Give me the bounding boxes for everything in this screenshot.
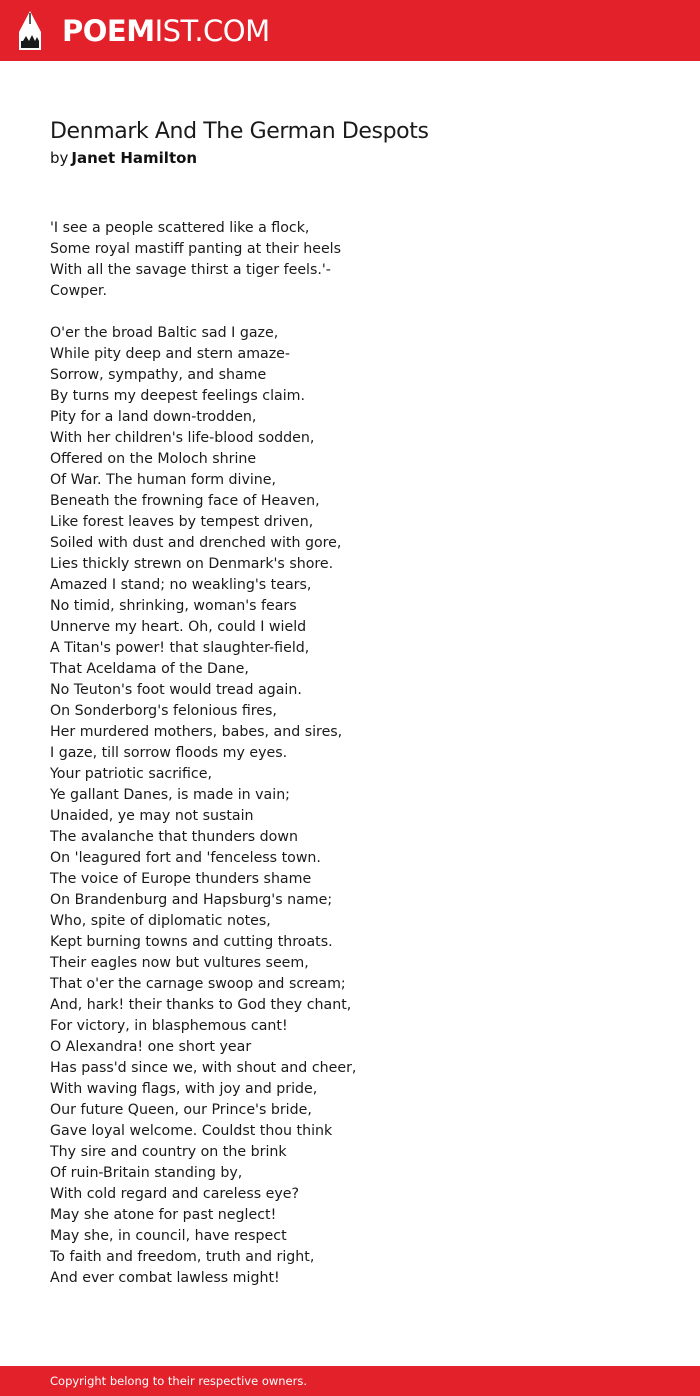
poem-body	[50, 218, 650, 1310]
poem-byline	[50, 148, 197, 169]
poem-line: No Teuton's foot would tread again.	[50, 682, 302, 698]
poem-line: Unnerve my heart. Oh, could I wield	[50, 619, 307, 635]
poem-line: Of War. The human form divine,	[50, 472, 277, 488]
poem-line: Soiled with dust and drenched with gore,	[50, 535, 342, 551]
poem-line: With waving flags, with joy and pride,	[50, 1081, 318, 1097]
poem-line: Ye gallant Danes, is made in vain;	[50, 787, 290, 803]
poem-line: By turns my deepest feelings claim.	[50, 388, 306, 404]
poem-line: No timid, shrinking, woman's fears	[50, 598, 297, 614]
poem-line: Pity for a land down-trodden,	[50, 409, 257, 425]
poem-line: Of ruin-Britain standing by,	[50, 1165, 243, 1181]
poem-line: A Titan's power! that slaughter-field,	[50, 640, 310, 656]
poem-line: Kept burning towns and cutting throats.	[50, 934, 333, 950]
poem-line: And, hark! their thanks to God they chant,	[50, 997, 352, 1013]
pen-nib-icon[interactable]	[17, 10, 43, 51]
poem-line: Your patriotic sacrifice,	[50, 766, 212, 782]
poem-stanza	[50, 323, 650, 1289]
poem-line: Sorrow, sympathy, and shame	[50, 367, 267, 383]
poem-line: Cowper.	[50, 283, 107, 299]
poem-line: O'er the broad Baltic sad I gaze,	[50, 325, 279, 341]
poem-title: Denmark And The German Despots	[50, 119, 429, 144]
poem-line: The voice of Europe thunders shame	[50, 871, 312, 887]
poem-line: The avalanche that thunders down	[50, 829, 298, 845]
poem-line: Offered on the Moloch shrine	[50, 451, 257, 467]
poem-line: May she atone for past neglect!	[50, 1207, 277, 1223]
poem-line: May she, in council, have respect	[50, 1228, 287, 1244]
poem-line: Unaided, ye may not sustain	[50, 808, 254, 824]
poem-line: For victory, in blasphemous cant!	[50, 1018, 288, 1034]
poem-line: 'I see a people scattered like a flock,	[50, 220, 310, 236]
poem-line: On Sonderborg's felonious fires,	[50, 703, 277, 719]
poem-line: Beneath the frowning face of Heaven,	[50, 493, 320, 509]
poem-line: With her children's life-blood sodden,	[50, 430, 315, 446]
poem-line: Our future Queen, our Prince's bride,	[50, 1102, 312, 1118]
poem-line: Who, spite of diplomatic notes,	[50, 913, 271, 929]
poem-line: Some royal mastiff panting at their heels	[50, 241, 342, 257]
site-header	[0, 0, 700, 61]
copyright-text: Copyright belong to their respective owners.	[50, 1374, 308, 1388]
poem-line: Like forest leaves by tempest driven,	[50, 514, 314, 530]
poem-line: Thy sire and country on the brink	[50, 1144, 287, 1160]
logo-text-light: IST.COM	[154, 14, 270, 48]
poem-line: To faith and freedom, truth and right,	[50, 1249, 315, 1265]
poem-line: And ever combat lawless might!	[50, 1270, 280, 1286]
poem-line: Lies thickly strewn on Denmark's shore.	[50, 556, 334, 572]
poem-line: Their eagles now but vultures seem,	[50, 955, 309, 971]
poem-line: While pity deep and stern amaze-	[50, 346, 291, 362]
site-logo[interactable]	[62, 11, 270, 51]
poem-line: On Brandenburg and Hapsburg's name;	[50, 892, 333, 908]
poem-line: That Aceldama of the Dane,	[50, 661, 249, 677]
poem-line: Amazed I stand; no weakling's tears,	[50, 577, 312, 593]
poem-line: That o'er the carnage swoop and scream;	[50, 976, 346, 992]
poem-stanza	[50, 218, 650, 302]
site-footer	[0, 1366, 700, 1396]
poem-line: With cold regard and careless eye?	[50, 1186, 300, 1202]
author-link[interactable]: Janet Hamilton	[71, 149, 198, 167]
poem-line: Her murdered mothers, babes, and sires,	[50, 724, 343, 740]
poem-line: With all the savage thirst a tiger feels.'-	[50, 262, 331, 278]
poem-line: I gaze, till sorrow floods my eyes.	[50, 745, 288, 761]
poem-line: O Alexandra! one short year	[50, 1039, 252, 1055]
logo-text-bold: POEM	[62, 14, 155, 48]
poem-line: On 'leagured fort and 'fenceless town.	[50, 850, 321, 866]
by-label: by	[50, 149, 69, 167]
poem-line: Has pass'd since we, with shout and cheer,	[50, 1060, 357, 1076]
poem-line: Gave loyal welcome. Couldst thou think	[50, 1123, 333, 1139]
